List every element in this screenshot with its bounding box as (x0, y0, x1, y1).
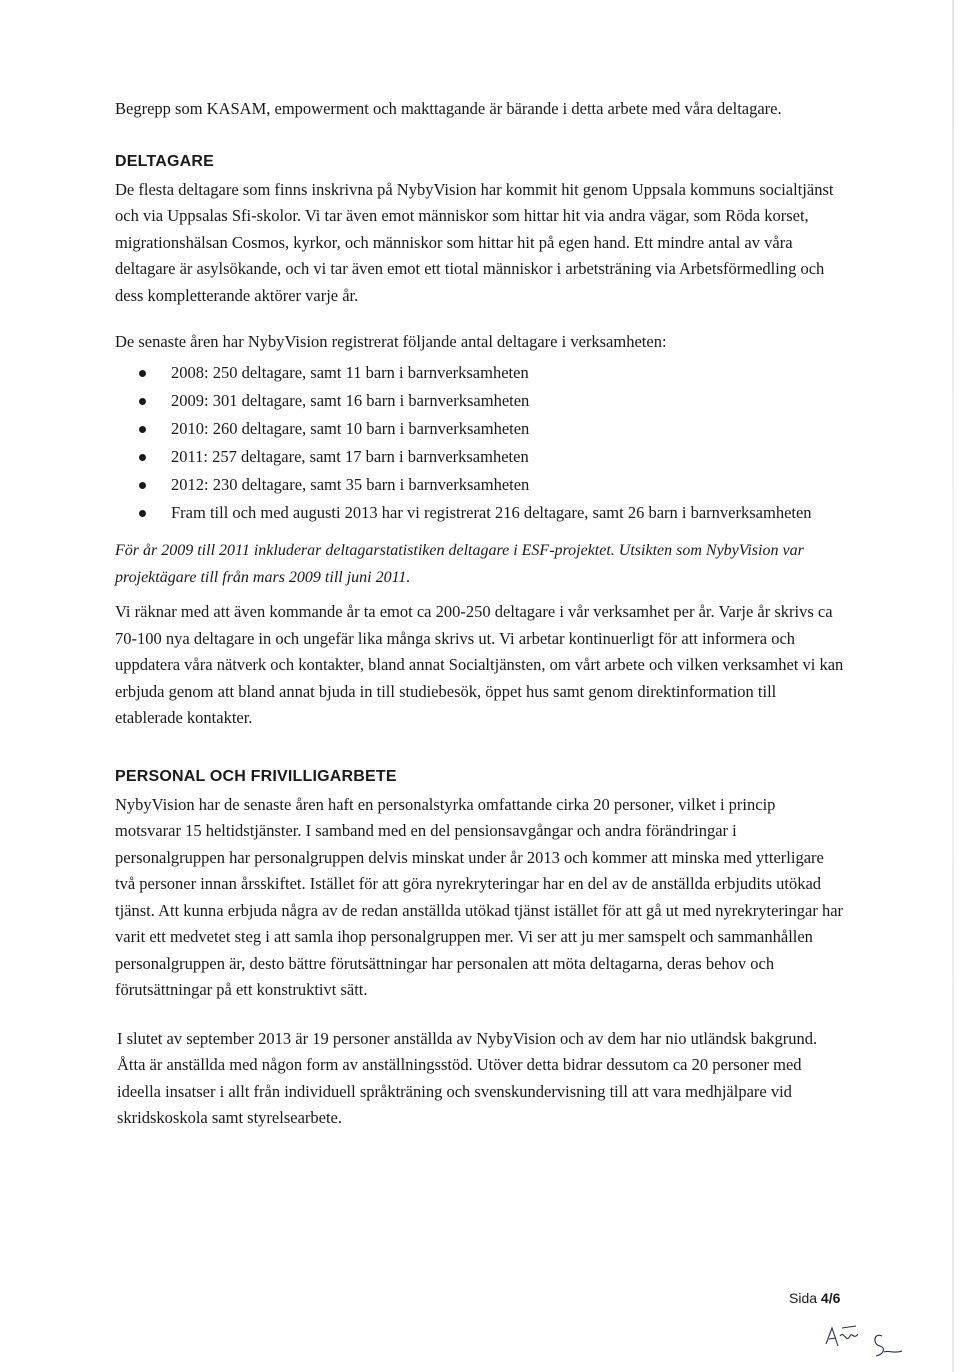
list-item (115, 360, 845, 387)
intro-paragraph: Begrepp som KASAM, empowerment och makttagande är bärande i detta arbete med våra deltagare. (115, 99, 782, 118)
bullet-icon (139, 482, 146, 489)
list-item (115, 500, 845, 527)
list-item-text: Fram till och med augusti 2013 har vi registrerat 216 deltagare, samt 26 barn i barnverksamheten (171, 502, 812, 522)
bullet-icon (139, 426, 146, 433)
list-item (115, 444, 845, 471)
section-heading-deltagare: DELTAGARE (115, 152, 214, 170)
outlook-paragraph: Vi räknar med att även kommande år ta emot ca 200-250 deltagare i vår verksamhet per år. Varje år skrivs ca 70-100 nya deltagare in och ungefär lika många skrivs ut. Vi arbetar kontinuerligt för att informera och uppdatera våra nätverk och kontakter, bland annat Socialtjänsten, om vårt arbete och vilken verksamhet vi kan erbjuda genom att bland annat bjuda in till studiebesök, öppet hus samt genom direktinformation till etablerade kontakter. (115, 602, 844, 727)
statistics-note: För år 2009 till 2011 inkluderar deltagarstatistiken deltagare i ESF-projektet. Utsikten som NybyVision var projektägare till från mars 2009 till juni 2011. (115, 542, 804, 586)
list-item-text: 2009: 301 deltagare, samt 16 barn i barnverksamheten (171, 390, 530, 410)
deltagare-paragraph: De flesta deltagare som finns inskrivna på NybyVision har kommit hit genom Uppsala kommuns socialtjänst och via Uppsalas Sfi-skolor. Vi tar även emot människor som hittar hit via andra vägar, som Röda korset, migrationshälsan Cosmos, kyrkor, och människor som hittar hit på egen hand. Ett mindre antal av våra deltagare är asylsökande, och vi tar även emot ett tiotal människor i arbetsträning via Arbetsförmedling och dess kompletterande aktörer varje år. (115, 179, 834, 305)
page-edge (952, 0, 954, 1372)
list-item-text: 2008: 250 deltagare, samt 11 barn i barnverksamheten (171, 362, 529, 382)
list-item (115, 388, 845, 415)
bullet-icon (139, 510, 146, 517)
stats-list (115, 360, 845, 527)
bullet-icon (139, 370, 146, 377)
list-item (115, 416, 845, 443)
personal-paragraph: NybyVision har de senaste åren haft en personalstyrka omfattande cirka 20 personer, vilket i princip motsvarar 15 heltidstjänster. I samband med en del pensionsavgångar och andra förändringar i personalgruppen har personalgruppen delvis minskat under år 2013 och kommer att minska med ytterligare två personer innan årsskiftet. Istället för att göra nyrekryteringar har en del av de anställda erbjudits utökad tjänst. Att kunna erbjuda några av de redan anställda utökad tjänst istället för att gå ut med nyrekryteringar har varit ett medvetet steg i att samla ihop personalgruppen mer. Vi ser att ju mer samspelt och sammanhållen personalgruppen är, desto bättre förutsättningar har personalen att möta deltagarna, deras behov och förutsättningar på ett konstruktivt sätt. (115, 794, 844, 999)
list-item-text: 2012: 230 deltagare, samt 35 barn i barnverksamheten (171, 474, 530, 494)
page-content (115, 96, 845, 1132)
list-item-text: 2010: 260 deltagare, samt 10 barn i barnverksamheten (171, 418, 530, 438)
page-number-value: 4/6 (820, 1290, 841, 1306)
staffing-paragraph: I slutet av september 2013 är 19 personer anställda av NybyVision och av dem har nio utländsk bakgrund. Åtta är anställda med någon form av anställningsstöd. Utöver detta bidrar dessutom ca 20 personer med ideella insatser i allt från individuell språkträning och svenskundervisning till att vara medhjälpare vid skridskoskola samt styrelsearbete. (117, 1028, 818, 1127)
list-item-text: 2011: 257 deltagare, samt 17 barn i barnverksamheten (171, 446, 529, 466)
stats-intro: De senaste åren har NybyVision registrerat följande antal deltagare i verksamheten: (115, 332, 667, 351)
page-number (789, 1290, 840, 1306)
list-item (115, 472, 845, 499)
section-heading-personal: PERSONAL OCH FRIVILLIGARBETE (115, 767, 397, 785)
page-label: Sida (789, 1290, 818, 1306)
bullet-icon (139, 398, 146, 405)
handwritten-initials (820, 1314, 910, 1362)
bullet-icon (139, 454, 146, 461)
